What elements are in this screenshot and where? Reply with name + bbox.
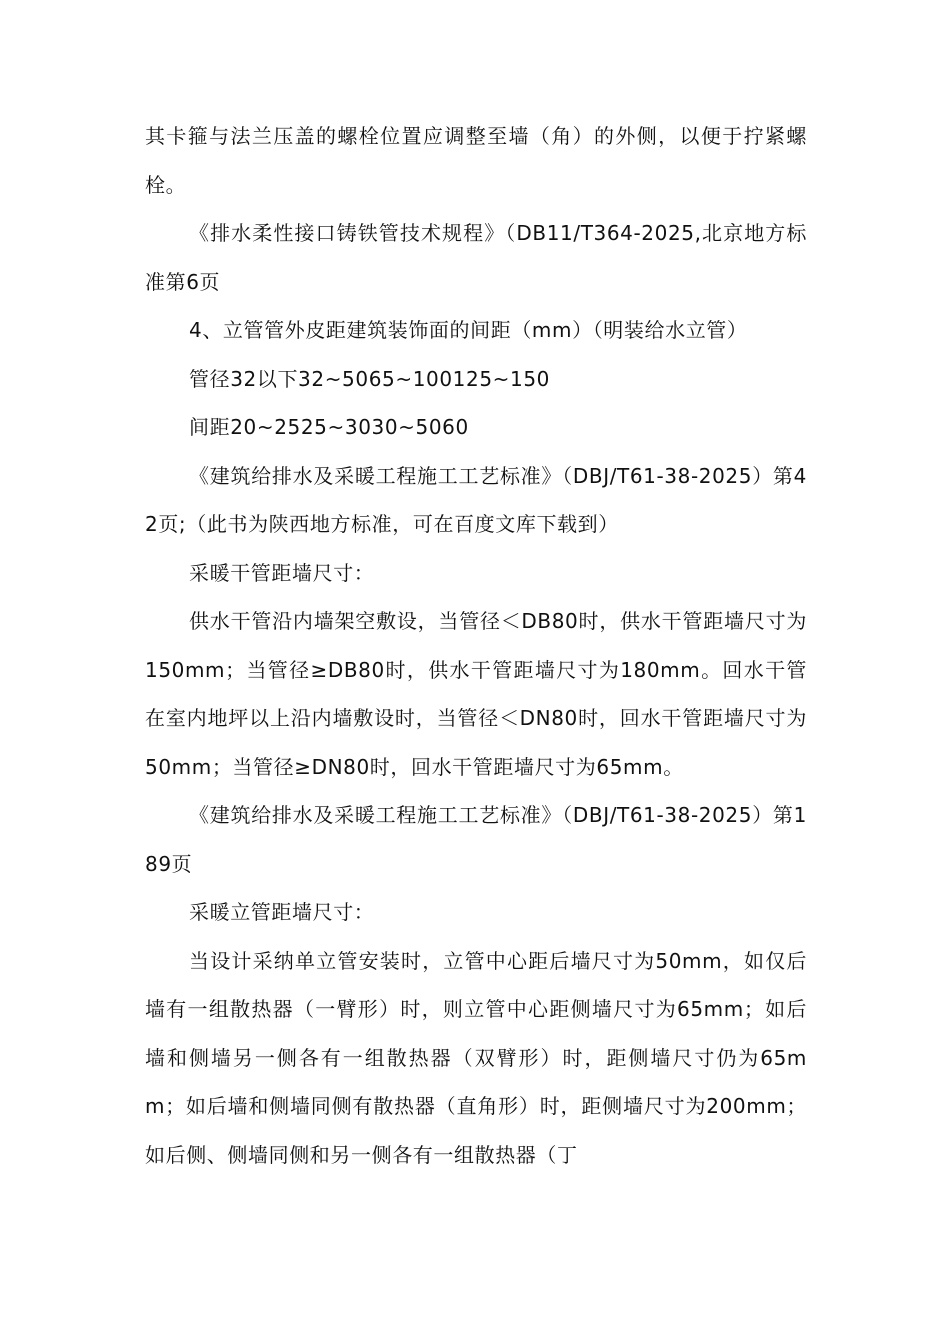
paragraph-4-pipe-diameter: 管径32以下32~5065~100125~150 (189, 366, 550, 391)
paragraph-7-heading: 采暖干管距墙尺寸： (189, 560, 375, 585)
paragraph-10-heading: 采暖立管距墙尺寸： (189, 900, 375, 924)
paragraph-2-citation: 《排水柔性接口铸铁管技术规程》（DB11/T364-2025,北京地方标准第6页 (145, 221, 807, 294)
paragraph-3-heading: 4、立管管外皮距建筑装饰面的间距（mm）（明装给水立管） (189, 318, 748, 342)
document-body (145, 112, 807, 1179)
paragraph-5-spacing: 间距20~2525~3030~5060 (189, 415, 469, 439)
paragraph-8-body: 供水干管沿内墙架空敷设，当管径＜DB80时，供水干管距墙尺寸为150mm；当管径≥DB80时，供水干管距墙尺寸为180mm。回水干管在室内地坪以上沿内墙敷设时，当管径＜DN80时，回水干管距墙尺寸为50mm；当管径≥DN80时，回水干管距墙尺寸为65mm。 (145, 609, 807, 779)
paragraph-11-body: 当设计采纳单立管安装时，立管中心距后墙尺寸为50mm，如仅后墙有一组散热器（一臂形）时，则立管中心距侧墙尺寸为65mm；如后墙和侧墙另一侧各有一组散热器（双臂形）时，距侧墙尺寸仍为65mm；如后墙和侧墙同侧有散热器（直角形）时，距侧墙尺寸为200mm；如后侧、侧墙同侧和另一侧各有一组散热器（丁 (145, 948, 807, 1167)
paragraph-6-citation: 《建筑给排水及采暖工程施工工艺标准》（DBJ/T61-38-2025）第42页;（此书为陕西地方标准，可在百度文库下载到） (145, 463, 807, 536)
paragraph-9-citation: 《建筑给排水及采暖工程施工工艺标准》（DBJ/T61-38-2025）第189页 (145, 803, 807, 876)
paragraph-1: 其卡箍与法兰压盖的螺栓位置应调整至墙（角）的外侧，以便于拧紧螺栓。 (145, 124, 807, 197)
